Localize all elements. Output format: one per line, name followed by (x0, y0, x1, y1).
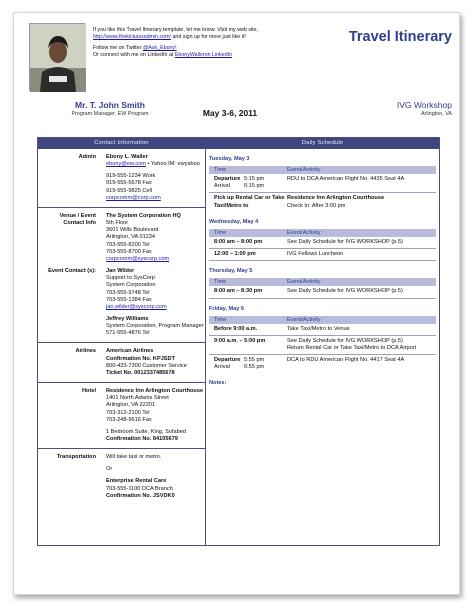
admin-email[interactable]: ebony@ew.com (106, 161, 146, 168)
admin-name: Ebony L. Waller (106, 154, 148, 160)
event-contact-line: Support to SysCorp (106, 275, 155, 282)
event-location: Arlington, VA (420, 110, 452, 117)
hotel-line: 1401 North Adams Street (106, 395, 169, 402)
event-column-header: Event/Activity (287, 167, 321, 174)
intro-line2-suffix: and sign up for more just like it! (171, 33, 246, 40)
schedule-header: Daily Schedule (206, 138, 439, 149)
time-text: 9:00 a.m. – 5:00 pm (214, 337, 266, 344)
transportation-label: Transportation (56, 454, 96, 461)
admin-phone: 919-555-9825 Cell (106, 187, 153, 194)
page-title: Travel Itinerary (348, 29, 452, 45)
day-title: Tuesday, May 3 (209, 156, 250, 162)
event-text: Check In: After 3:00 pm (287, 202, 346, 209)
time-value: 6:55 pm (244, 364, 265, 371)
event-column-header: Event/Activity (287, 229, 321, 236)
venue-line: 3601 Wills Boulevard (106, 227, 159, 234)
event-contact-label: Event Contact (s): (48, 268, 96, 275)
hotel-name: Residence Inn Arlington Courthouse (106, 388, 204, 395)
person-avatar-icon (30, 24, 86, 92)
hotel-confirmation: Confirmation No. 84105679 (106, 436, 178, 442)
schedule-table-header (209, 166, 436, 174)
airline-service: 800-433-7300 Customer Service (106, 362, 187, 369)
day-block (206, 212, 439, 261)
airlines-section (38, 343, 205, 383)
time-column-header: Time (214, 279, 227, 286)
event-text: Return Rental Car or Take Taxi/Metro to DCA Airport (287, 345, 417, 352)
event-contact-line: 703-555-9748 Tel (106, 289, 150, 296)
event-text-bold: Residence Inn Arlington Courthouse (287, 195, 385, 202)
hotel-label: Hotel (82, 388, 96, 395)
profile-photo (29, 23, 85, 91)
schedule-row (209, 193, 436, 211)
time-text: Pick up Rental Car or Take Taxi/Metro to (214, 195, 285, 209)
follow-prefix: Follow me on Twitter (93, 44, 143, 51)
itinerary-table (37, 137, 440, 546)
event-contact-line: System Corporation, Program Manager (106, 323, 204, 330)
time-value: 5:15 pm (244, 176, 265, 183)
time-label: Departure (214, 176, 241, 183)
event-contact-name: Jeffrey Williams (106, 315, 149, 322)
venue-section (38, 208, 205, 265)
schedule-row (209, 286, 436, 298)
admin-phone: 919-555-1234 Work (106, 173, 156, 180)
event-contact-line: 571-555-4876 Tel (106, 330, 150, 337)
intro-line1: If you like this Travel Itinerary template, let me know. Visit my web site, (93, 27, 259, 33)
admin-label: Admin (78, 154, 96, 160)
airline-confirmation: Confirmation No. KPJSDT (106, 355, 175, 362)
notes-label: Notes: (209, 379, 227, 386)
intro-text (93, 27, 303, 59)
time-text: Before 9:00 a.m. (214, 325, 258, 332)
time-column-header: Time (214, 167, 227, 174)
schedule-row (209, 336, 436, 355)
venue-line: Arlington, VA 01234 (106, 234, 156, 241)
schedule-table-header (209, 229, 436, 237)
connect-prefix: Or connect with me on LinkedIn at (93, 51, 175, 58)
traveler-role: Program Manager, EW Program (71, 110, 149, 117)
hotel-room: 1 Bedroom Suite, King, Sofabed (106, 428, 186, 435)
time-text: 12:00 – 1:00 pm (214, 251, 256, 258)
time-label: Arrival (214, 364, 230, 371)
venue-email[interactable]: corpcomm@syscorp.com (106, 255, 170, 262)
event-column-header: Event/Activity (287, 279, 321, 286)
hotel-section (38, 383, 205, 449)
day-block (206, 149, 439, 212)
contact-column (38, 138, 206, 545)
event-column-header: Event/Activity (287, 316, 321, 323)
airlines-label: Airlines (75, 348, 96, 355)
event-text: Take Taxi/Metro to Venue (287, 325, 350, 332)
time-column-header: Time (214, 229, 227, 236)
schedule-table-header (209, 278, 436, 286)
schedule-table-header (209, 316, 436, 324)
airline-name: American Airlines (106, 348, 154, 355)
event-contact-line: 703-555-1384 Fax (106, 296, 152, 303)
time-label: Arrival (214, 183, 230, 190)
transportation-line: Will take taxi or metro. (106, 454, 162, 461)
contact-header: Contact Information (38, 138, 205, 149)
day-title: Friday, May 6 (209, 305, 245, 312)
traveler-info (40, 100, 180, 118)
event-text: See Daily Schedule for IVG WORKSHOP (p.5) (287, 238, 403, 245)
day-title: Thursday, May 5 (209, 268, 253, 275)
time-text: 8:00 am – 8:30 pm (214, 288, 263, 295)
time-column-header: Time (214, 316, 227, 323)
hotel-line: 703-312-2100 Tel (106, 409, 150, 416)
twitter-link[interactable]: @Ask_Ebony! (142, 44, 177, 51)
venue-label: Venue / Event Contact Info (59, 212, 96, 227)
venue-line: 703-555-8700 Fax (106, 248, 152, 255)
admin-phone: 919-555-5678 Fax (106, 180, 152, 187)
event-contact-email[interactable]: jan.wilder@syscorp.com (106, 303, 167, 310)
schedule-row (209, 249, 436, 261)
hotel-line: 703-248-9616 Fax (106, 416, 152, 423)
transportation-section (38, 449, 205, 545)
schedule-column (206, 138, 439, 545)
event-contact-name: Jan Wilder (106, 268, 135, 275)
schedule-row (209, 324, 436, 336)
day-title: Wednesday, May 4 (209, 218, 259, 225)
time-label: Departure (214, 357, 241, 364)
event-text: See Daily Schedule for IVG WORKSHOP (p.5) (287, 337, 403, 344)
transportation-or: Or (106, 466, 113, 473)
venue-line: 703-555-8200 Tel (106, 241, 150, 248)
admin-section (38, 149, 205, 208)
website-link[interactable]: http://www.thekickassadmin.com/ (93, 33, 172, 40)
event-text: DCA to RDU American Flight No. 4417 Seat 4A (287, 357, 405, 364)
schedule-row (209, 237, 436, 249)
admin-yahoo: • Yahoo IM: ewyahoo (145, 161, 200, 168)
admin-contact-email[interactable]: corpcomm@corp.com (106, 194, 161, 201)
event-text: IVG Fellows Luncheon (287, 251, 344, 258)
rental-name: Enterprise Rental Care (106, 478, 167, 485)
hotel-line: Arlington, VA 22201 (106, 402, 156, 409)
trip-dates: May 3-6, 2011 (202, 108, 258, 118)
rental-branch: 703-555-1100 DCA Branch (106, 485, 173, 492)
schedule-row (209, 355, 436, 373)
event-info (332, 100, 452, 118)
event-contact-line: System Corporation (106, 282, 156, 289)
event-name: IVG Workshop (396, 100, 452, 110)
schedule-row (209, 174, 436, 193)
day-block (206, 261, 439, 298)
time-value: 5:55 pm (244, 357, 265, 364)
traveler-name: Mr. T. John Smith (75, 100, 145, 110)
event-text: RDU to DCA American Flight No. 4435 Seat 4A (287, 176, 405, 183)
airline-ticket: Ticket No. 0012337485678 (106, 369, 175, 376)
venue-name: The System Corporation HQ (106, 212, 181, 219)
rental-confirmation: Confirmation No. JSVDK0 (106, 492, 175, 499)
time-value: 6:15 pm (244, 183, 265, 190)
event-text: See Daily Schedule for IVG WORKSHOP (p.5) (287, 288, 403, 295)
time-text: 8:00 am – 8:00 pm (214, 238, 263, 245)
header-rule (180, 103, 324, 104)
linkedin-link[interactable]: EbonyWalleron LinkedIn (174, 51, 233, 58)
venue-line: 5th Floor (106, 220, 129, 227)
event-contact-section (38, 265, 205, 343)
day-block (206, 299, 439, 374)
